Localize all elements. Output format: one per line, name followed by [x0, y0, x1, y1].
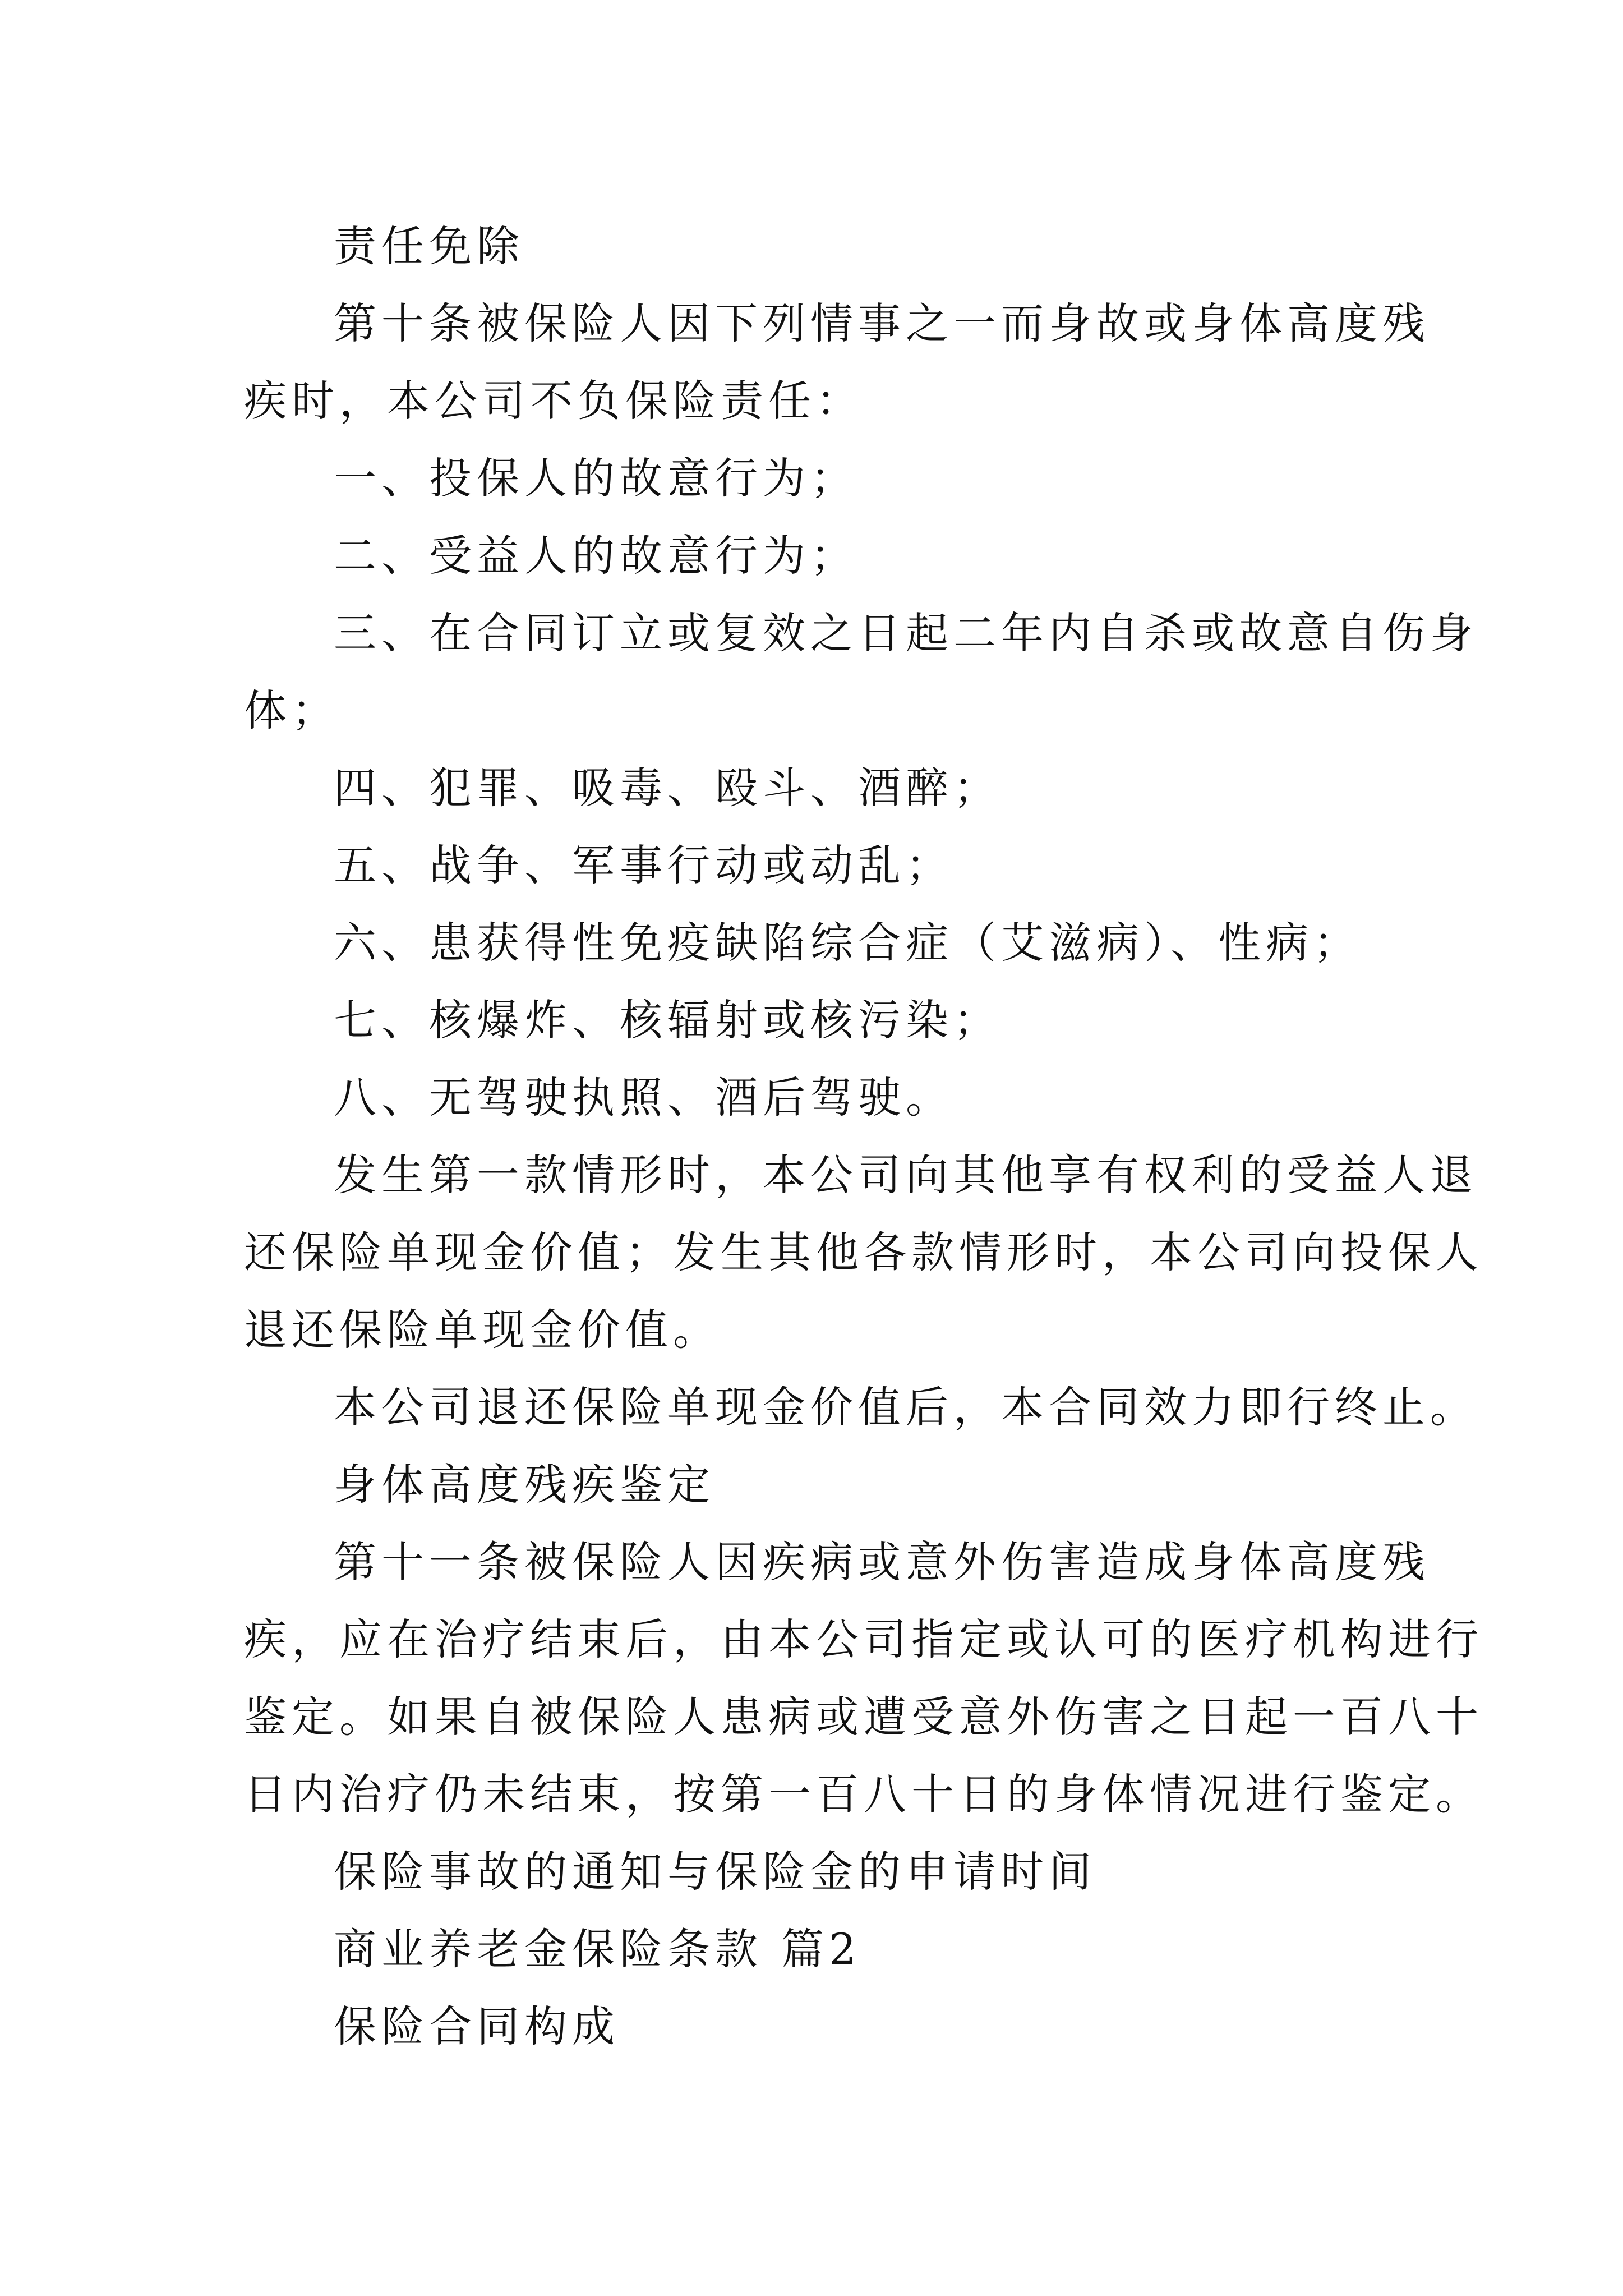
paragraph-line: 退还保险单现金价值。 — [244, 1305, 721, 1355]
document-body — [244, 208, 1483, 2065]
list-item: 六、患获得性免疫缺陷综合症（艾滋病）、性病； — [334, 918, 1361, 968]
list-item: 三、在合同订立或复效之日起二年内自杀或故意自伤身 — [334, 608, 1478, 658]
section-heading-exemption: 责任免除 — [334, 221, 524, 271]
paragraph-line: 疾，应在治疗结束后，由本公司指定或认可的医疗机构进行 — [244, 1614, 1483, 1664]
section-heading-contract-composition: 保险合同构成 — [334, 2001, 620, 2051]
paragraph-line: 鉴定。如果自被保险人患病或遭受意外伤害之日起一百八十 — [244, 1692, 1483, 1742]
article-title: 商业养老金保险条款 篇2 — [334, 1924, 861, 1974]
paragraph-line: 还保险单现金价值；发生其他各款情形时，本公司向投保人 — [244, 1227, 1483, 1277]
list-item: 二、受益人的故意行为； — [334, 531, 858, 581]
list-item: 一、投保人的故意行为； — [334, 453, 858, 503]
list-item: 八、无驾驶执照、酒后驾驶。 — [334, 1073, 953, 1122]
paragraph-line: 发生第一款情形时，本公司向其他享有权利的受益人退 — [334, 1150, 1478, 1200]
paragraph-line: 日内治疗仍未结束，按第一百八十日的身体情况进行鉴定。 — [244, 1769, 1483, 1819]
paragraph-line: 第十一条被保险人因疾病或意外伤害造成身体高度残 — [334, 1537, 1430, 1587]
list-item: 七、核爆炸、核辐射或核污染； — [334, 995, 1001, 1045]
list-item: 五、战争、军事行动或动乱； — [334, 840, 953, 890]
list-item: 四、犯罪、吸毒、殴斗、酒醉； — [334, 763, 1001, 813]
section-heading-claim-notice: 保险事故的通知与保险金的申请时间 — [334, 1847, 1096, 1897]
paragraph-line: 第十条被保险人因下列情事之一而身故或身体高度残 — [334, 298, 1430, 348]
list-item-continuation: 体； — [244, 685, 339, 735]
paragraph-line: 疾时，本公司不负保险责任： — [244, 376, 864, 426]
paragraph-line: 本公司退还保险单现金价值后，本合同效力即行终止。 — [334, 1382, 1478, 1432]
section-heading-disability-assessment: 身体高度残疾鉴定 — [334, 1460, 715, 1510]
